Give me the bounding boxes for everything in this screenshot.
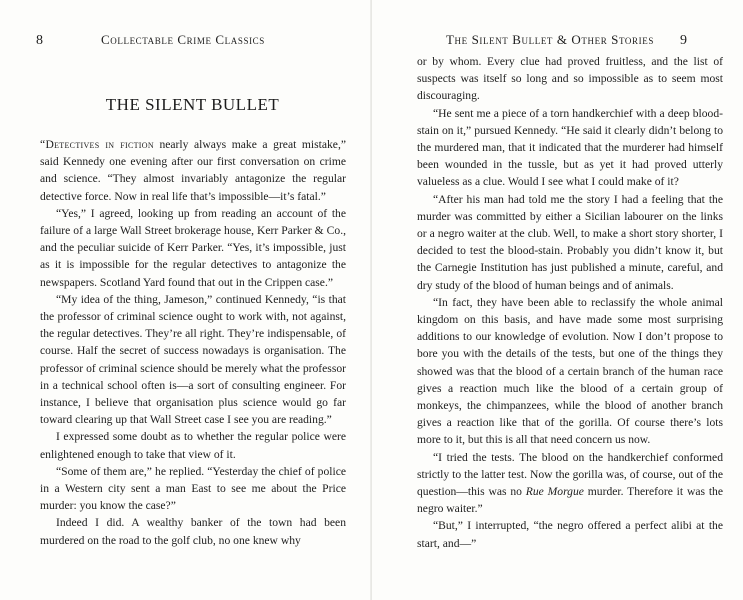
italic-title: Rue Morgue	[525, 485, 584, 499]
left-page-number: 8	[36, 33, 43, 48]
paragraph: “He sent me a piece of a torn handkerchief with a deep blood-stain on it,” pursued Kennedy. “He said it clearly didn’t belong to the murdered man, that it indicated that the murderer had himself been wounded in the tussle, but as yet it had proved utterly valueless as a clue. Would I see what I could make of it?	[417, 106, 723, 189]
right-page-number: 9	[679, 33, 687, 48]
right-running-head: The Silent Bullet & Other Stories	[446, 32, 654, 47]
paragraph: “Yes,” I agreed, looking up from reading an account of the failure of a large Wall Street brokerage house, Kerr Parker & Co., and the peculiar suicide of Kerr Parker. “Yes, it’s impossible, just as it is impossible for the regular detectives to antagonize the newspapers. Scotland Yard found that out in the Crippen case.”	[40, 206, 346, 289]
right-page	[372, 0, 743, 600]
paragraph: “After his man had told me the story I had a feeling that the murder was committed by either a Sicilian labourer on the links or a negro waiter at the club. Well, to make a short story shorter, I decided to test the blood-stain. Probably you didn’t know it, but the Carnegie Institution has just published a minute, careful, and dry study of the blood of human beings and of animals.	[417, 192, 723, 292]
left-running-head: Collectable Crime Classics	[101, 32, 265, 47]
left-page-body	[40, 136, 346, 549]
paragraph-continued: or by whom. Every clue had proved fruitless, and the list of suspects was itself so long and so impossible as to seem most discouraging.	[417, 55, 723, 103]
paragraph: “In fact, they have been able to reclassify the whole animal kingdom on this basis, and have made some most surprising additions to our knowledge of evolution. Now I don’t propose to bore you with the details of the tests, but one of the things they showed was that the blood of a certain branch of the human race gives a reaction much like the blood of a certain group of monkeys, the chimpanzees, while the blood of another branch gives a reaction like that of the gorilla. Of course there’s lots more to it, but this is all that need concern us now.	[417, 295, 723, 447]
paragraph: Indeed I did. A wealthy banker of the town had been murdered on the road to the golf club, no one knew why	[40, 516, 346, 547]
paragraph: “Some of them are,” he replied. “Yesterday the chief of police in a Western city sent a man East to see me about the Price murder: you know the case?”	[40, 464, 346, 513]
paragraph: “I tried the tests. The blood on the handkerchief conformed strictly to the latter test. Now the gorilla was, of course, out of the question—this was no Rue Morgue murder. Therefore it was the negro waiter.”	[417, 450, 724, 516]
chapter-title: THE SILENT BULLET	[105, 95, 280, 114]
opening-small-caps: “Detectives in fiction	[40, 138, 154, 151]
right-running-header	[446, 32, 687, 49]
paragraph: I expressed some doubt as to whether the regular police were enlightened enough to take that view of it.	[40, 430, 346, 461]
right-page-body	[417, 53, 723, 552]
left-running-header	[36, 32, 265, 49]
left-page	[0, 0, 371, 600]
paragraph: “But,” I interrupted, “the negro offered a perfect alibi at the start, and—”	[417, 519, 723, 550]
paragraph: “Detectives in fiction nearly always make a great mistake,” said Kennedy one evening after our first conversation on crime and science. “They almost invariably antagonize the regular detective force. Now in real life that’s impossible—it’s fatal.”	[40, 138, 346, 203]
paragraph: “My idea of the thing, Jameson,” continued Kennedy, “is that the professor of criminal science ought to work with, not against, the regular detectives. They’re all right. They’re indispensable, of course. Half the secret of success nowadays is organisation. The professor of criminal science should be merely what the professor in a technical school often is—a sort of consulting engineer. For instance, I believe that organisation plus science would go far toward clearing up that Wall Street case I see you are reading.”	[40, 292, 346, 427]
